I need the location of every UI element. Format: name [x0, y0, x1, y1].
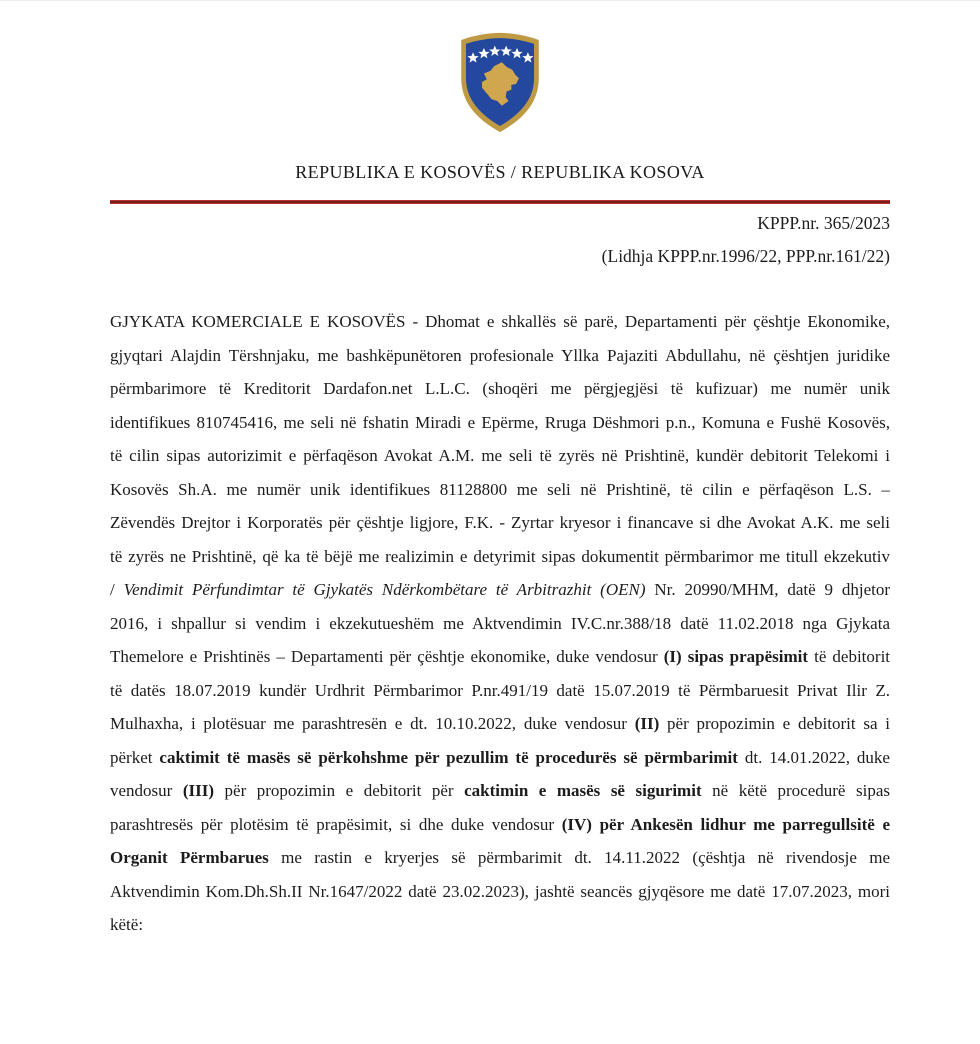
text-segment: në këtë procedurë sipas parashtresës për plotësim të prapësimit, si dhe duke vendosur — [110, 781, 890, 834]
text-segment: për propozimin e debitorit sa i përket — [110, 714, 890, 767]
text-segment: caktimit të masës së përkohshme për pezullim të procedurës së përmbarimit — [159, 747, 738, 767]
text-segment: Vendimit Përfundimtar të Gjykatës Ndërkombëtare të Arbitrazhit (OEN) — [123, 580, 646, 599]
text-segment: caktimin e masës së sigurimit — [464, 781, 702, 800]
text-segment: me rastin e kryerjes së përmbarimit dt. 14.11.2022 (çështja në rivendosje me Aktvendimin Kom.Dh.Sh.II Nr.1647/2022 datë 23.02.2023), jashtë seancës gjyqësore me datë 17.07.2023, mori këtë: — [110, 848, 891, 934]
text-segment: (I) sipas prapësimit — [663, 647, 809, 666]
republic-title: REPUBLIKA E KOSOVËS / REPUBLIKA KOSOVA — [295, 162, 705, 182]
document-body — [0, 305, 980, 942]
text-segment: dt. 14.01.2022, duke vendosur — [110, 747, 890, 800]
text-segment: GJYKATA KOMERCIALE E KOSOVËS - Dhomat e shkallës së parë, Departamenti për çështje Ekonomike, gjyqtari Alajdin Tërshnjaku, me bashkëpunëtoren profesionale Yllka Pajaziti Abdullahu, në çështjen juridike përmbarimore të Kreditorit Dardafon.net L.L.C. (shoqëri me përgjegjësi të kufizuar) me numër unik identifikues 810745416, me seli në fshatin Miradi e Epërme, Rruga Dëshmori p.n., Komuna e Fushë Kosovës, të cilin sipas autorizimit e përfaqëson Avokat A.M. me seli të zyrës në Prishtinë, kundër debitorit Telekomi i Kosovës Sh.A. me numër unik identifikues 81128800 me seli në Prishtinë, të cilin e përfaqëson L.S. – Zëvendës Drejtor i Korporatës për çështje ligjore, F.K. - Zyrtar kryesor i financave si dhe Avokat A.K. me seli të zyrës ne Prishtinë, që ka të bëjë me realizimin e detyrimit sipas dokumentit përmbarimor me titull ekzekutiv / — [110, 312, 890, 599]
text-segment: (IV) për Ankesën lidhur me parregullsitë e Organit Përmbarues — [110, 814, 890, 867]
text-segment: (III) — [182, 781, 215, 800]
text-segment: (II) — [634, 714, 660, 733]
case-numbers-block — [0, 212, 980, 267]
text-segment: për propozimin e debitorit për — [214, 781, 465, 800]
document-header — [0, 31, 980, 267]
header-divider-line — [110, 200, 890, 204]
kosovo-coat-of-arms-icon — [452, 31, 548, 135]
emblem-container — [0, 31, 980, 135]
case-reference: (Lidhja KPPP.nr.1996/22, PPP.nr.161/22) — [601, 246, 890, 266]
decision-intro-paragraph — [110, 305, 890, 942]
text-segment: Nr. 20990/MHM, datë 9 dhjetor 2016, i shpallur si vendim i ekzekutueshëm me Aktvendimin IV.C.nr.388/18 datë 11.02.2018 nga Gjykata Themelore e Prishtinës – Departamenti për çështje ekonomike, duke vendosur — [110, 580, 891, 666]
text-segment: të debitorit të datës 18.07.2019 kundër Urdhrit Përmbarimor P.nr.491/19 datë 15.07.2019 të Përmbaruesit Privat Ilir Z. Mulhaxha, i plotësuar me parashtresën e dt. 10.10.2022, duke vendosur — [110, 647, 891, 733]
case-number: KPPP.nr. 365/2023 — [757, 213, 890, 233]
